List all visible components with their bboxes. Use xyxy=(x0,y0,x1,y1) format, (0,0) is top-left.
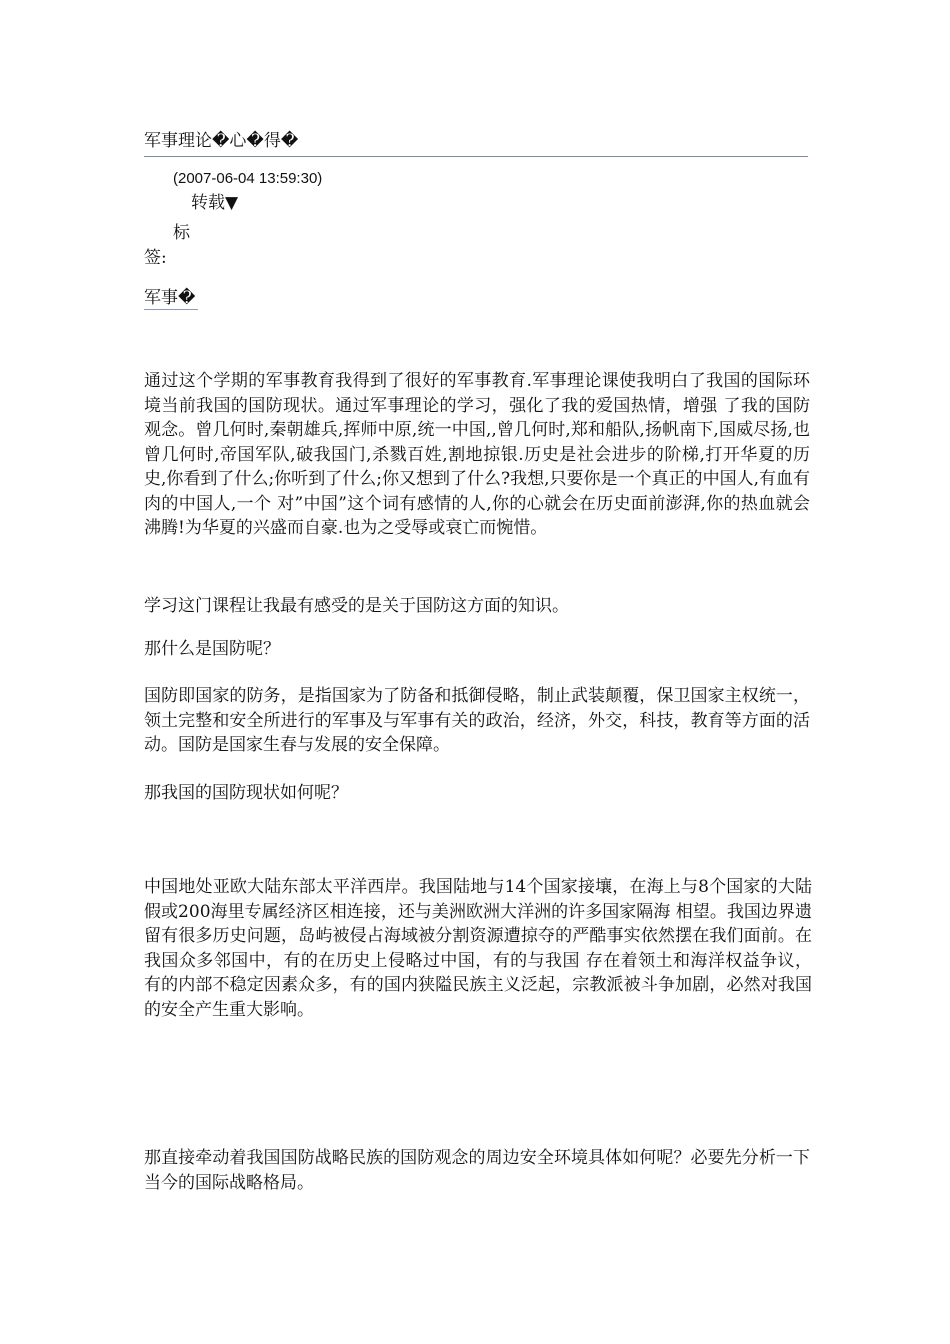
title-divider xyxy=(144,156,808,157)
paragraph-geography: 中国地处亚欧大陆东部太平洋西岸。我国陆地与14个国家接壤，在海上与8个国家的大陆假或200海里专属经济区相连接，还与美洲欧洲大洋洲的许多国家隔海 相望。我国边界遗留有很多历史问题，岛屿被侵占海域被分割资源遭掠夺的严酷事实依然摆在我们面前。在我国众多邻国中，有的在历史上侵略过中国，有的与我国 存在着领土和海洋权益争议，有的内部不稳定因素众多，有的国内狭隘民族主义泛起，宗教派被斗争加剧，必然对我国的安全产生重大影响。 xyxy=(144,877,812,1020)
repost-button[interactable]: 转载▼ xyxy=(191,193,239,213)
tag-label-first-char: 标 xyxy=(173,223,190,243)
paragraph-feeling: 学习这门课程让我最有感受的是关于国防这方面的知识。 xyxy=(144,596,569,616)
tag-link-military[interactable]: 军事� xyxy=(144,288,196,308)
post-date: (2007-06-04 13:59:30) xyxy=(173,170,323,187)
paragraph-security-environment: 那直接牵动着我国国防战略民族的国防观念的周边安全环境具体如何呢？必要先分析一下当今的国际战略格局。 xyxy=(144,1148,810,1193)
paragraph-question-defense: 那什么是国防呢？ xyxy=(144,639,280,659)
tag-label-rest: 签: xyxy=(144,248,167,268)
paragraph-intro: 通过这个学期的军事教育我得到了很好的军事教育.军事理论课使我明白了我国的国际环境当前我国的国防现状。通过军事理论的学习，强化了我的爱国热情，增强 了我的国防观念。曾几何时,秦朝雄兵,挥师中原,统一中国,,曾几何时,郑和船队,扬帆南下,国威尽扬,也曾几何时,帝国军队,破我国门,杀戮百姓,割地掠银.历史是社会进步的阶梯,打开华夏的历史,你看到了什么;你听到了什么;你又想到了什么?我想,只要你是一个真正的中国人,有血有肉的中国人,一个 对”中国”这个词有感情的人,你的心就会在历史面前澎湃,你的热血就会沸腾!为华夏的兴盛而自豪.也为之受辱或衰亡而惋惜。 xyxy=(144,371,810,538)
paragraph-defense-definition: 国防即国家的防务，是指国家为了防备和抵御侵略，制止武装颠覆，保卫国家主权统一，领土完整和安全所进行的军事及与军事有关的政治，经济，外交，科技，教育等方面的活动。国防是国家生春与发展的安全保障。 xyxy=(144,686,810,755)
paragraph-question-status: 那我国的国防现状如何呢？ xyxy=(144,783,348,803)
document-title: 军事理论�心�得� xyxy=(144,131,299,151)
tag-link-underline xyxy=(144,309,198,310)
